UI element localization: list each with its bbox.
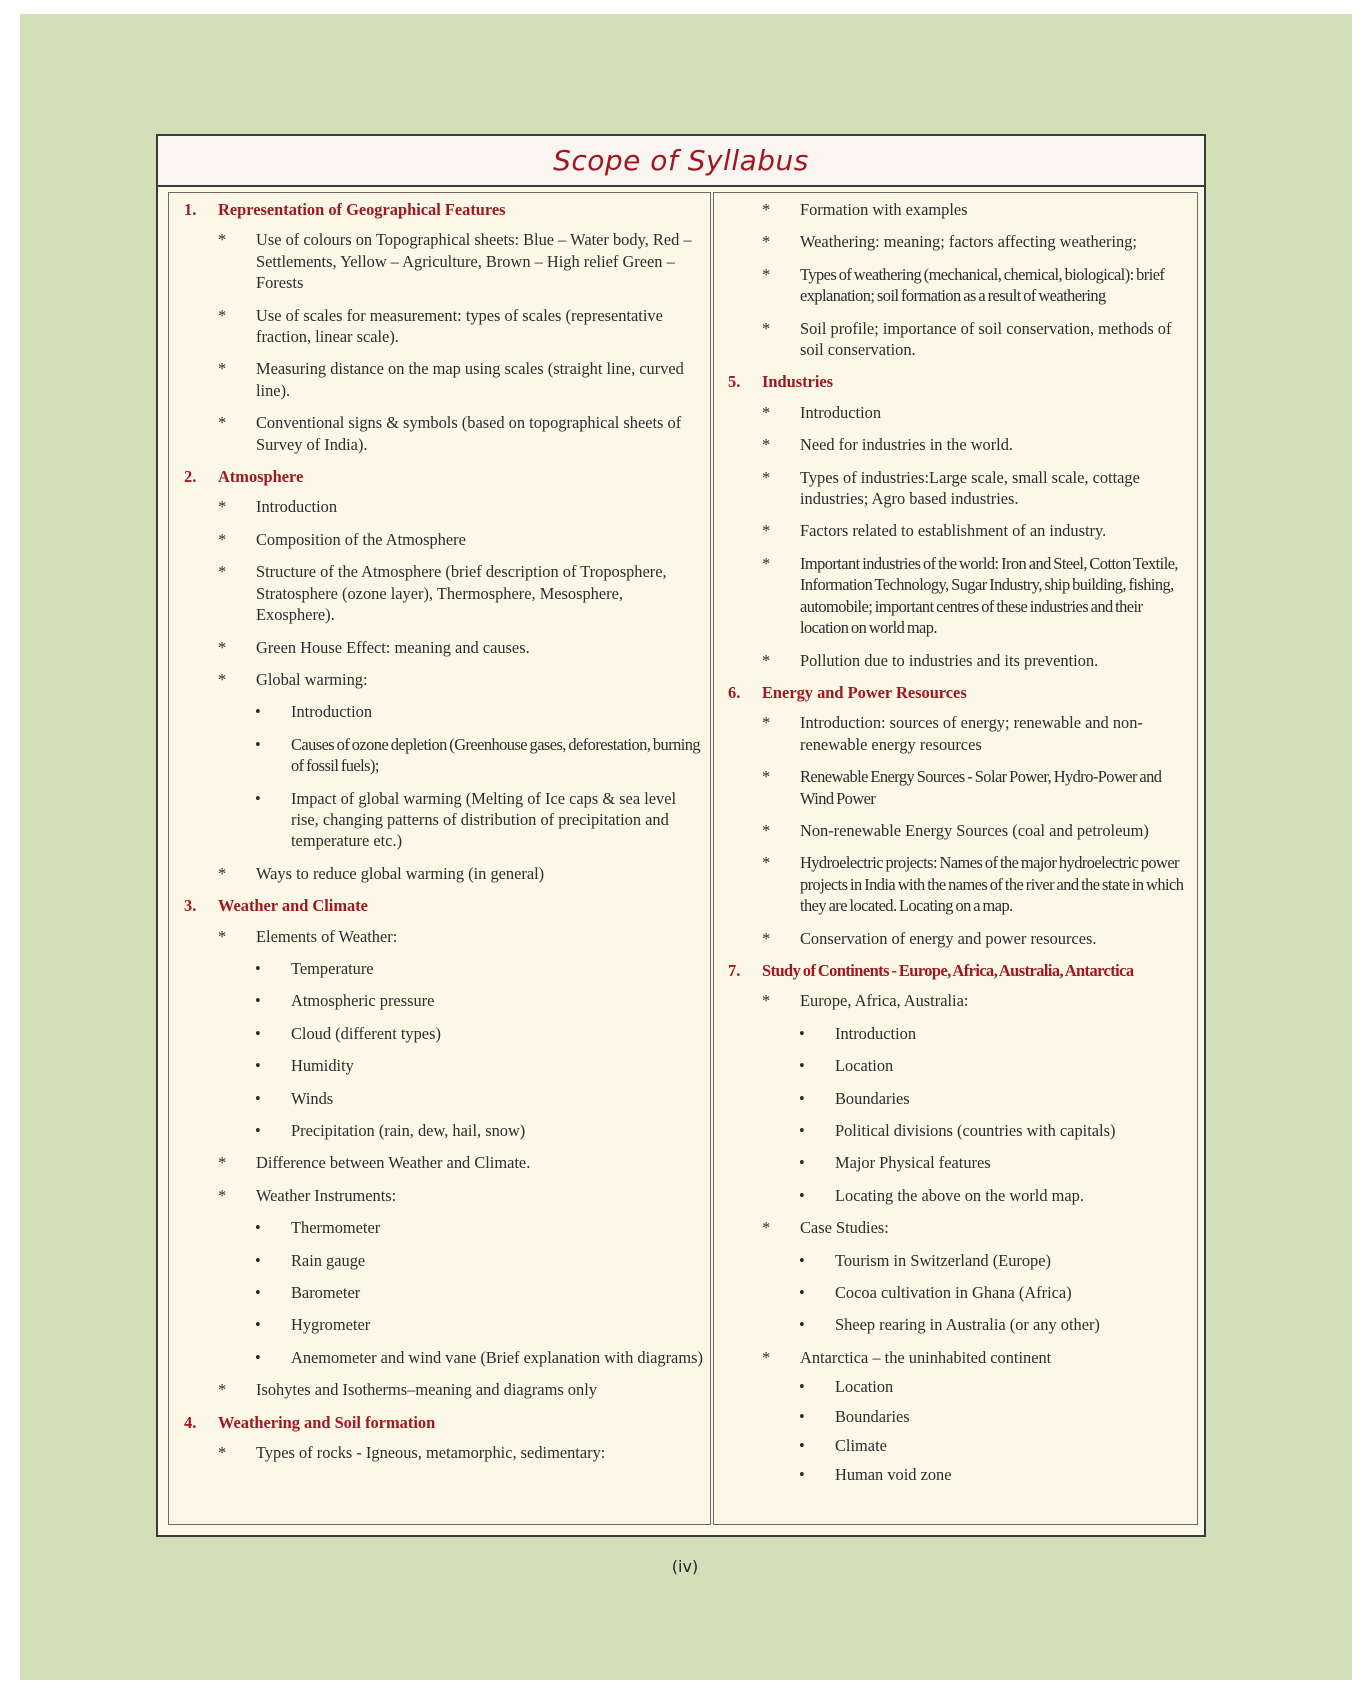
list-item (169, 496, 710, 517)
bullet-icon: • (799, 1023, 805, 1043)
item-text: Weathering: meaning; factors affecting weathering; (800, 232, 1137, 252)
bullet-icon: • (799, 1056, 805, 1076)
item-text: Green House Effect: meaning and causes. (256, 637, 530, 657)
list-item (169, 229, 710, 293)
item-text: Difference between Weather and Climate. (256, 1153, 531, 1173)
bullet-icon: • (799, 1315, 805, 1335)
list-item (169, 529, 710, 550)
sub-item (714, 1088, 1197, 1109)
asterisk-icon: * (218, 562, 227, 582)
bullet-icon: • (799, 1465, 805, 1485)
section-number: 7. (728, 960, 741, 980)
asterisk-icon: * (218, 1185, 227, 1205)
section-title: Atmosphere (218, 467, 304, 487)
asterisk-icon: * (218, 230, 227, 250)
sub-item-text: Winds (291, 1088, 334, 1108)
sub-item-text: Introduction (291, 702, 373, 722)
bullet-icon: • (255, 1121, 261, 1140)
sub-item (714, 1406, 1197, 1427)
asterisk-icon: * (762, 232, 771, 252)
item-text: Soil profile; importance of soil conservation, methods of soil conservation. (800, 318, 1172, 360)
bullet-icon: • (799, 1436, 805, 1456)
section-heading (714, 371, 1197, 392)
item-text: Factors related to establishment of an industry. (800, 521, 1107, 541)
section-heading (714, 960, 1197, 981)
sub-item (714, 1185, 1197, 1206)
item-text: Global warming: (256, 669, 368, 689)
list-item (714, 434, 1197, 455)
sub-item-text: Cloud (different types) (291, 1023, 441, 1043)
sub-item (169, 1250, 710, 1271)
sub-item-text: Humidity (291, 1056, 354, 1076)
sub-item-text: Sheep rearing in Australia (or any other) (835, 1315, 1100, 1335)
list-item (714, 1217, 1197, 1238)
list-item (714, 928, 1197, 949)
list-item (714, 264, 1197, 307)
section-title: Study of Continents - Europe, Africa, Australia, Antarctica (762, 960, 1134, 980)
sub-item-text: Political divisions (countries with capitals) (835, 1121, 1116, 1140)
sub-item-text: Introduction (835, 1023, 917, 1043)
item-text: Structure of the Atmosphere (brief description of Troposphere, Stratosphere (ozone layer), Thermosphere, Mesosphere, Exosphere). (256, 562, 667, 625)
item-text: Weather Instruments: (256, 1185, 397, 1205)
item-text: Pollution due to industries and its prevention. (800, 650, 1099, 670)
asterisk-icon: * (762, 991, 771, 1011)
asterisk-icon: * (762, 1347, 771, 1367)
item-text: Formation with examples (800, 200, 968, 219)
list-item (714, 520, 1197, 541)
bullet-icon: • (799, 1121, 805, 1140)
sub-item-text: Impact of global warming (Melting of Ice caps & sea level rise, changing patterns of distribution of precipitation and temperature etc.) (291, 788, 677, 851)
sub-item (169, 1120, 710, 1141)
asterisk-icon: * (762, 853, 771, 873)
asterisk-icon: * (218, 926, 227, 946)
item-text: Ways to reduce global warming (in general) (256, 863, 545, 883)
item-text: Types of weathering (mechanical, chemical, biological): brief explanation; soil formation as a result of weathering (800, 264, 1165, 306)
section-number: 3. (184, 896, 197, 916)
sub-item (714, 1055, 1197, 1076)
sub-item (169, 734, 710, 777)
asterisk-icon: * (218, 1380, 227, 1400)
section-title: Representation of Geographical Features (218, 200, 506, 219)
section-title: Weathering and Soil formation (218, 1412, 436, 1432)
item-text: Conventional signs & symbols (based on topographical sheets of Survey of India). (256, 413, 682, 454)
asterisk-icon: * (762, 767, 771, 787)
asterisk-icon: * (218, 529, 227, 549)
sub-item (714, 1435, 1197, 1456)
asterisk-icon: * (762, 467, 771, 487)
list-item (714, 467, 1197, 510)
item-text: Composition of the Atmosphere (256, 529, 466, 549)
asterisk-icon: * (762, 713, 771, 733)
asterisk-icon: * (762, 264, 771, 284)
list-item (714, 318, 1197, 361)
item-text: Need for industries in the world. (800, 435, 1014, 455)
asterisk-icon: * (218, 863, 227, 883)
bullet-icon: • (255, 958, 261, 978)
sub-item-text: Thermometer (291, 1218, 381, 1238)
sub-item (714, 1464, 1197, 1485)
sub-item (169, 1023, 710, 1044)
sub-item (169, 1217, 710, 1238)
bullet-icon: • (799, 1153, 805, 1173)
item-text: Measuring distance on the map using scales (straight line, curved line). (256, 359, 684, 400)
list-item (714, 990, 1197, 1011)
item-text: Introduction (800, 402, 882, 422)
list-item (169, 1152, 710, 1173)
sub-item (714, 1023, 1197, 1044)
asterisk-icon: * (218, 669, 227, 689)
list-item (169, 637, 710, 658)
sub-item (169, 958, 710, 979)
section-title: Weather and Climate (218, 896, 368, 916)
section-title: Industries (762, 372, 834, 392)
item-text: Introduction (256, 497, 338, 517)
sub-item (169, 1282, 710, 1303)
list-item (169, 561, 710, 625)
list-item (714, 199, 1197, 220)
list-item (169, 305, 710, 348)
sub-item (714, 1376, 1197, 1397)
right-column (713, 192, 1198, 1525)
asterisk-icon: * (218, 1153, 227, 1173)
sub-item (169, 1088, 710, 1109)
list-item (714, 852, 1197, 916)
sub-item (714, 1250, 1197, 1271)
list-item (714, 820, 1197, 841)
bullet-icon: • (255, 1315, 261, 1335)
sub-item (714, 1314, 1197, 1335)
section-number: 1. (184, 200, 197, 219)
bullet-icon: • (799, 1283, 805, 1303)
item-text: Conservation of energy and power resources. (800, 928, 1097, 948)
bullet-icon: • (255, 1250, 261, 1270)
item-text: Use of scales for measurement: types of scales (representative fraction, linear scale). (256, 305, 663, 347)
item-text: Elements of Weather: (256, 926, 398, 946)
page-title: Scope of Syllabus (553, 144, 809, 177)
list-item (714, 766, 1197, 809)
bullet-icon: • (799, 1406, 805, 1426)
sub-item (714, 1120, 1197, 1141)
sub-item-text: Locating the above on the world map. (835, 1185, 1084, 1205)
asterisk-icon: * (762, 435, 771, 455)
bullet-icon: • (255, 702, 261, 722)
sub-item (169, 1314, 710, 1335)
list-item (169, 412, 710, 455)
section-number: 4. (184, 1412, 197, 1432)
item-text: Non-renewable Energy Sources (coal and petroleum) (800, 820, 1149, 840)
asterisk-icon: * (218, 359, 227, 379)
section-heading (169, 466, 710, 487)
bullet-icon: • (255, 1056, 261, 1076)
section-number: 5. (728, 372, 741, 392)
item-text: Hydroelectric projects: Names of the major hydroelectric power projects in India with the names of the river and the state in which they are located. Locating on a map. (800, 853, 1184, 916)
sub-item-text: Tourism in Switzerland (Europe) (835, 1250, 1051, 1270)
list-item (169, 1379, 710, 1400)
asterisk-icon: * (762, 1218, 771, 1238)
asterisk-icon: * (762, 318, 771, 338)
sub-item-text: Anemometer and wind vane (Brief explanation with diagrams) (291, 1347, 703, 1367)
bullet-icon: • (799, 1185, 805, 1205)
item-text: Use of colours on Topographical sheets: Blue – Water body, Red – Settlements, Yellow – Agriculture, Brown – High relief Green – Forests (256, 230, 692, 293)
sub-item (169, 788, 710, 852)
item-text: Types of industries:Large scale, small scale, cottage industries; Agro based industries. (800, 467, 1140, 509)
asterisk-icon: * (218, 637, 227, 657)
asterisk-icon: * (762, 402, 771, 422)
sub-item-text: Major Physical features (835, 1153, 991, 1173)
item-text: Types of rocks - Igneous, metamorphic, sedimentary: (256, 1443, 606, 1463)
sub-item (169, 1055, 710, 1076)
sub-item-text: Human void zone (835, 1465, 952, 1485)
asterisk-icon: * (218, 413, 227, 433)
item-text: Important industries of the world: Iron and Steel, Cotton Textile, Information Technology, Sugar Industry, ship building, fishing, automobile; important centres of these industries and their location on world map. (800, 553, 1178, 638)
asterisk-icon: * (218, 497, 227, 517)
title-bar (158, 136, 1204, 187)
list-item (169, 358, 710, 401)
bullet-icon: • (255, 1088, 261, 1108)
list-item (714, 231, 1197, 252)
asterisk-icon: * (762, 200, 771, 219)
bullet-icon: • (799, 1377, 805, 1397)
list-item (714, 650, 1197, 671)
list-item (714, 553, 1197, 639)
asterisk-icon: * (218, 1443, 227, 1463)
item-text: Introduction: sources of energy; renewable and non-renewable energy resources (800, 713, 1143, 754)
sub-item (169, 1347, 710, 1368)
item-text: Europe, Africa, Australia: (800, 991, 969, 1011)
sub-item-text: Rain gauge (291, 1250, 366, 1270)
asterisk-icon: * (762, 650, 771, 670)
sub-item-text: Location (835, 1056, 894, 1076)
section-title: Energy and Power Resources (762, 682, 967, 702)
sub-item-text: Hygrometer (291, 1315, 371, 1335)
sub-item (714, 1152, 1197, 1173)
item-text: Antarctica – the uninhabited continent (800, 1347, 1052, 1367)
section-heading (169, 1412, 710, 1433)
bullet-icon: • (255, 1023, 261, 1043)
list-item (714, 402, 1197, 423)
list-item (169, 863, 710, 884)
bullet-icon: • (255, 991, 261, 1011)
sub-item-text: Location (835, 1377, 894, 1397)
asterisk-icon: * (218, 305, 227, 325)
bullet-icon: • (255, 1218, 261, 1238)
list-item (169, 1442, 710, 1463)
syllabus-box (156, 134, 1206, 1537)
item-text: Isohytes and Isotherms–meaning and diagrams only (256, 1380, 597, 1400)
sub-item-text: Temperature (291, 958, 374, 978)
section-heading (714, 682, 1197, 703)
page-number: (iv) (671, 1557, 699, 1576)
item-text: Renewable Energy Sources - Solar Power, Hydro-Power and Wind Power (800, 767, 1162, 808)
bullet-icon: • (799, 1250, 805, 1270)
left-column (168, 192, 711, 1525)
list-item (714, 712, 1197, 755)
section-heading (169, 199, 710, 220)
sub-item (169, 990, 710, 1011)
asterisk-icon: * (762, 553, 771, 573)
sub-item-text: Climate (835, 1436, 887, 1456)
list-item (169, 926, 710, 947)
bullet-icon: • (255, 1347, 261, 1367)
list-item (169, 669, 710, 690)
sub-item-text: Precipitation (rain, dew, hail, snow) (291, 1121, 526, 1140)
bullet-icon: • (799, 1088, 805, 1108)
item-text: Case Studies: (800, 1218, 889, 1238)
sub-item-text: Barometer (291, 1283, 361, 1303)
section-heading (169, 895, 710, 916)
bullet-icon: • (255, 788, 261, 808)
bullet-icon: • (255, 734, 261, 754)
sub-item-text: Cocoa cultivation in Ghana (Africa) (835, 1283, 1072, 1303)
section-number: 6. (728, 682, 741, 702)
section-number: 2. (184, 467, 197, 487)
asterisk-icon: * (762, 820, 771, 840)
sub-item-text: Atmospheric pressure (291, 991, 435, 1011)
asterisk-icon: * (762, 521, 771, 541)
sub-item-text: Boundaries (835, 1088, 910, 1108)
asterisk-icon: * (762, 928, 771, 948)
sub-item-text: Causes of ozone depletion (Greenhouse gases, deforestation, burning of fossil fuels); (291, 734, 701, 776)
list-item (169, 1185, 710, 1206)
bullet-icon: • (255, 1283, 261, 1303)
sub-item (169, 701, 710, 722)
sub-item-text: Boundaries (835, 1406, 910, 1426)
list-item (714, 1347, 1197, 1368)
sub-item (714, 1282, 1197, 1303)
